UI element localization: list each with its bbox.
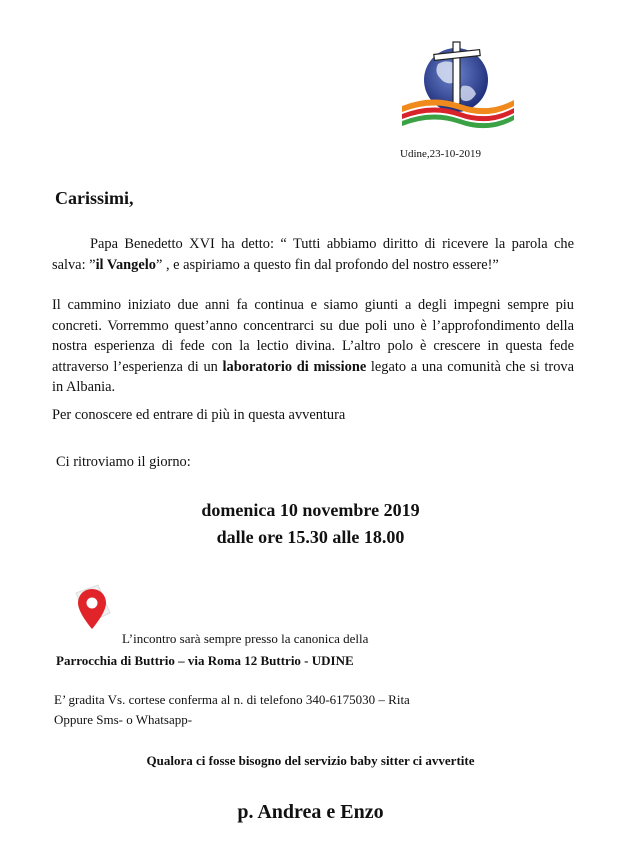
cross-globe-logo-icon [398, 38, 516, 134]
event-time: dalle ore 15.30 alle 18.00 [216, 527, 405, 547]
map-pin-icon [70, 583, 114, 635]
meeting-intro: Ci ritroviamo il giorno: [56, 454, 191, 470]
location-line-1: L’incontro sarà sempre presso la canonica della [122, 631, 369, 646]
quote-text-end: ” , e aspiriamo a questo fin dal profondo del nostro essere!” [155, 256, 499, 273]
quote-text-start: Papa Benedetto XVI ha detto: “ Tutti abbiamo diritto di ricevere la parola che salva: ” [52, 236, 574, 273]
paragraph-quote [52, 234, 574, 275]
paragraph-adventure: Per conoscere ed entrare di più in questa avventura [52, 407, 346, 423]
letter-date: Udine,23-10-2019 [400, 148, 481, 160]
journey-text-end: legato a una comunità che si trova in Albania. [52, 358, 575, 395]
event-date: domenica 10 novembre 2019 [201, 500, 420, 520]
journey-bold: laboratorio di missione [222, 358, 367, 375]
quote-bold: il Vangelo [95, 256, 156, 273]
signature: p. Andrea e Enzo [237, 801, 384, 823]
babysitter-note: Qualora ci fosse bisogno del servizio baby sitter ci avvertite [146, 753, 475, 768]
paragraph-journey [52, 295, 574, 398]
contact-phone: E’ gradita Vs. cortese conferma al n. di telefono 340-6175030 – Rita [54, 692, 410, 707]
journey-text-start: Il cammino iniziato due anni fa continua e siamo giunti a degli impegni sempre piu concreti. Vorremmo quest’anno concentrarci su due poli uno è l’approfondimento della nostra esperienza di fede con la lectio divina. L’altro polo è crescere in questa fede attraverso l’esperienza di un [52, 297, 574, 375]
greeting: Carissimi, [55, 188, 134, 208]
contact-sms: Oppure Sms- o Whatsapp- [54, 712, 193, 727]
location-address: Parrocchia di Buttrio – via Roma 12 Buttrio - UDINE [56, 653, 354, 668]
